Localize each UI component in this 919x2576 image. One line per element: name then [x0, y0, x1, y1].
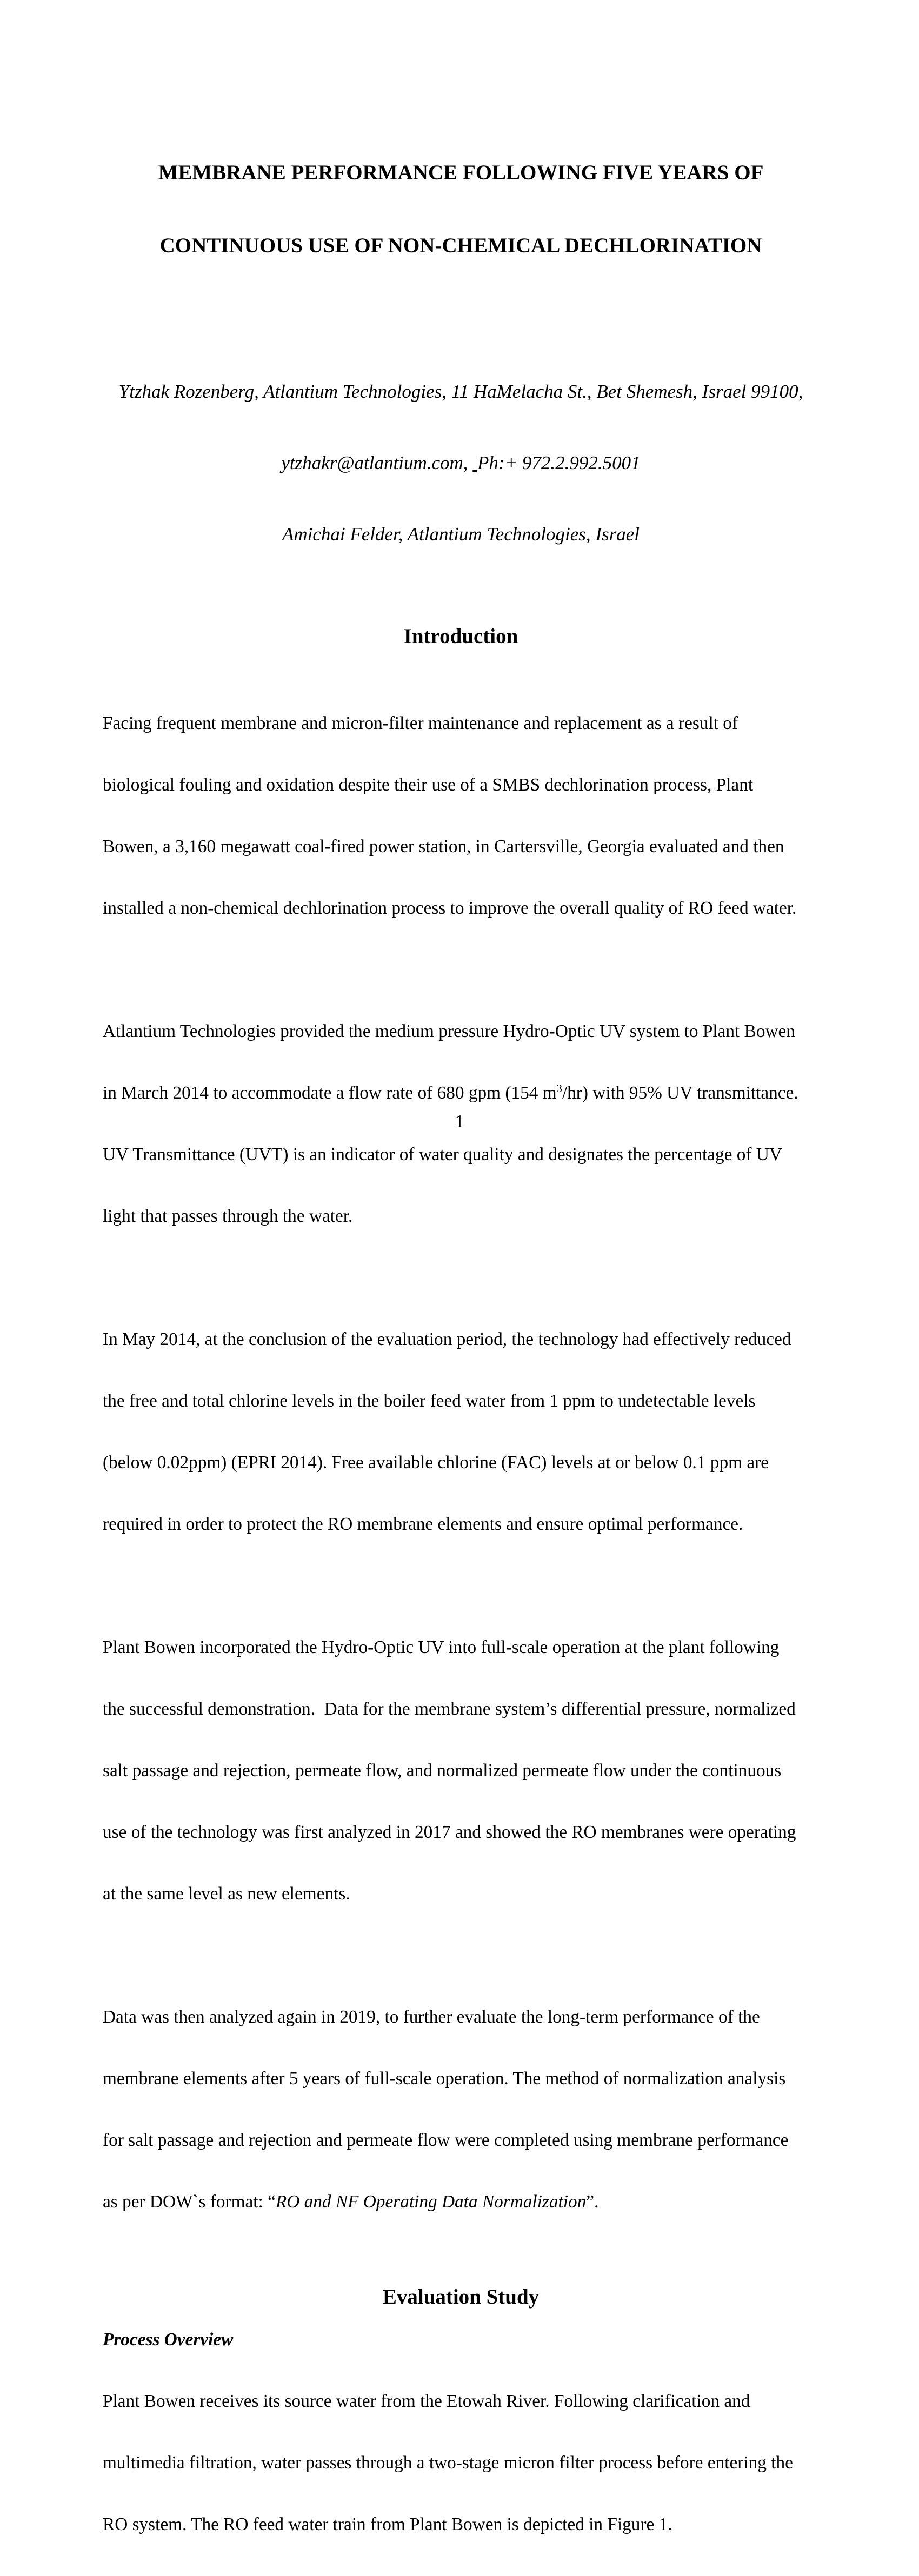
text-line: Bowen, a 3,160 megawatt coal-fired power station, in Cartersville, Georgia evaluated and then: [103, 837, 784, 857]
text-line: Data was then analyzed again in 2019, to further evaluate the long-term performance of the: [103, 2007, 760, 2027]
text-segment: ”.: [586, 2192, 599, 2212]
text-line: required in order to protect the RO membrane elements and ensure optimal performance.: [103, 1514, 743, 1534]
page-number: 1: [455, 1112, 464, 1132]
text-line: [103, 2192, 819, 2212]
text-line: the free and total chlorine levels in the boiler feed water from 1 ppm to undetectable levels: [103, 1391, 756, 1411]
subheading-process-overview: Process Overview: [103, 2330, 234, 2350]
paragraph-4: [103, 1596, 819, 1945]
author-affiliation-line: Ytzhak Rozenberg, Atlantium Technologies, 11 HaMelacha St., Bet Shemesh, Israel 99100,: [118, 381, 803, 402]
paper-title: [103, 112, 819, 306]
author-block: [103, 332, 819, 594]
text-segment: /hr) with 95% UV transmittance.: [562, 1083, 798, 1103]
text-line: RO system. The RO feed water train from Plant Bowen is depicted in Figure 1.: [103, 2514, 672, 2534]
paragraph-5: [103, 1966, 819, 2253]
text-line: biological fouling and oxidation despite their use of a SMBS dechlorination process, Plant: [103, 775, 754, 795]
paper-title-line1: MEMBRANE PERFORMANCE FOLLOWING FIVE YEARS OF: [158, 161, 764, 184]
underlined-space: [472, 452, 477, 473]
author-contact-line: [103, 451, 819, 475]
text-line: In May 2014, at the conclusion of the evaluation period, the technology had effectively reduced: [103, 1329, 791, 1349]
text-line: membrane elements after 5 years of full-scale operation. The method of normalization analysis: [103, 2069, 786, 2089]
coauthor-line: Amichai Felder, Atlantium Technologies, Israel: [282, 524, 640, 545]
paragraph-6: [103, 2350, 819, 2576]
text-line: UV Transmittance (UVT) is an indicator of water quality and designates the percentage of UV: [103, 1145, 782, 1165]
text-segment: as per DOW`s format: “: [103, 2192, 276, 2212]
text-line: Plant Bowen incorporated the Hydro-Optic UV into full-scale operation at the plant following: [103, 1637, 780, 1657]
superscript-3: 3: [556, 1082, 562, 1095]
text-line: installed a non-chemical dechlorination process to improve the overall quality of RO feed water.: [103, 898, 797, 918]
paragraph-3: [103, 1288, 819, 1576]
text-line: for salt passage and rejection and permeate flow were completed using membrane performance: [103, 2130, 789, 2150]
paper-title-line2: CONTINUOUS USE OF NON-CHEMICAL DECHLORINATION: [159, 234, 762, 257]
text-line: multimedia filtration, water passes through a two-stage micron filter process before entering the: [103, 2453, 793, 2473]
paragraph-1: [103, 672, 819, 960]
text-line: [103, 1083, 819, 1103]
text-line: at the same level as new elements.: [103, 1884, 350, 1904]
cited-document-title: RO and NF Operating Data Normalization: [275, 2192, 587, 2212]
text-line: Plant Bowen receives its source water from the Etowah River. Following clarification and: [103, 2391, 750, 2411]
section-heading-introduction: Introduction: [403, 625, 518, 648]
author-phone: Ph:+ 972.2.992.5001: [477, 452, 641, 473]
section-heading-evaluation-study: Evaluation Study: [382, 2285, 540, 2309]
text-line: Facing frequent membrane and micron-filter maintenance and replacement as a result of: [103, 713, 738, 733]
text-segment: in March 2014 to accommodate a flow rate of 680 gpm (154 m: [103, 1083, 557, 1103]
text-line: light that passes through the water.: [103, 1206, 353, 1226]
text-line: (below 0.02ppm) (EPRI 2014). Free available chlorine (FAC) levels at or below 0.1 ppm are: [103, 1453, 769, 1473]
text-line: salt passage and rejection, permeate flow, and normalized permeate flow under the continuous: [103, 1761, 782, 1781]
author-email: ytzhakr@atlantium.com,: [281, 452, 473, 473]
text-line: the successful demonstration. Data for the membrane system’s differential pressure, normalized: [103, 1699, 796, 1719]
text-line: use of the technology was first analyzed in 2017 and showed the RO membranes were operating: [103, 1822, 796, 1842]
text-line: Atlantium Technologies provided the medium pressure Hydro-Optic UV system to Plant Bowen: [103, 1021, 795, 1041]
